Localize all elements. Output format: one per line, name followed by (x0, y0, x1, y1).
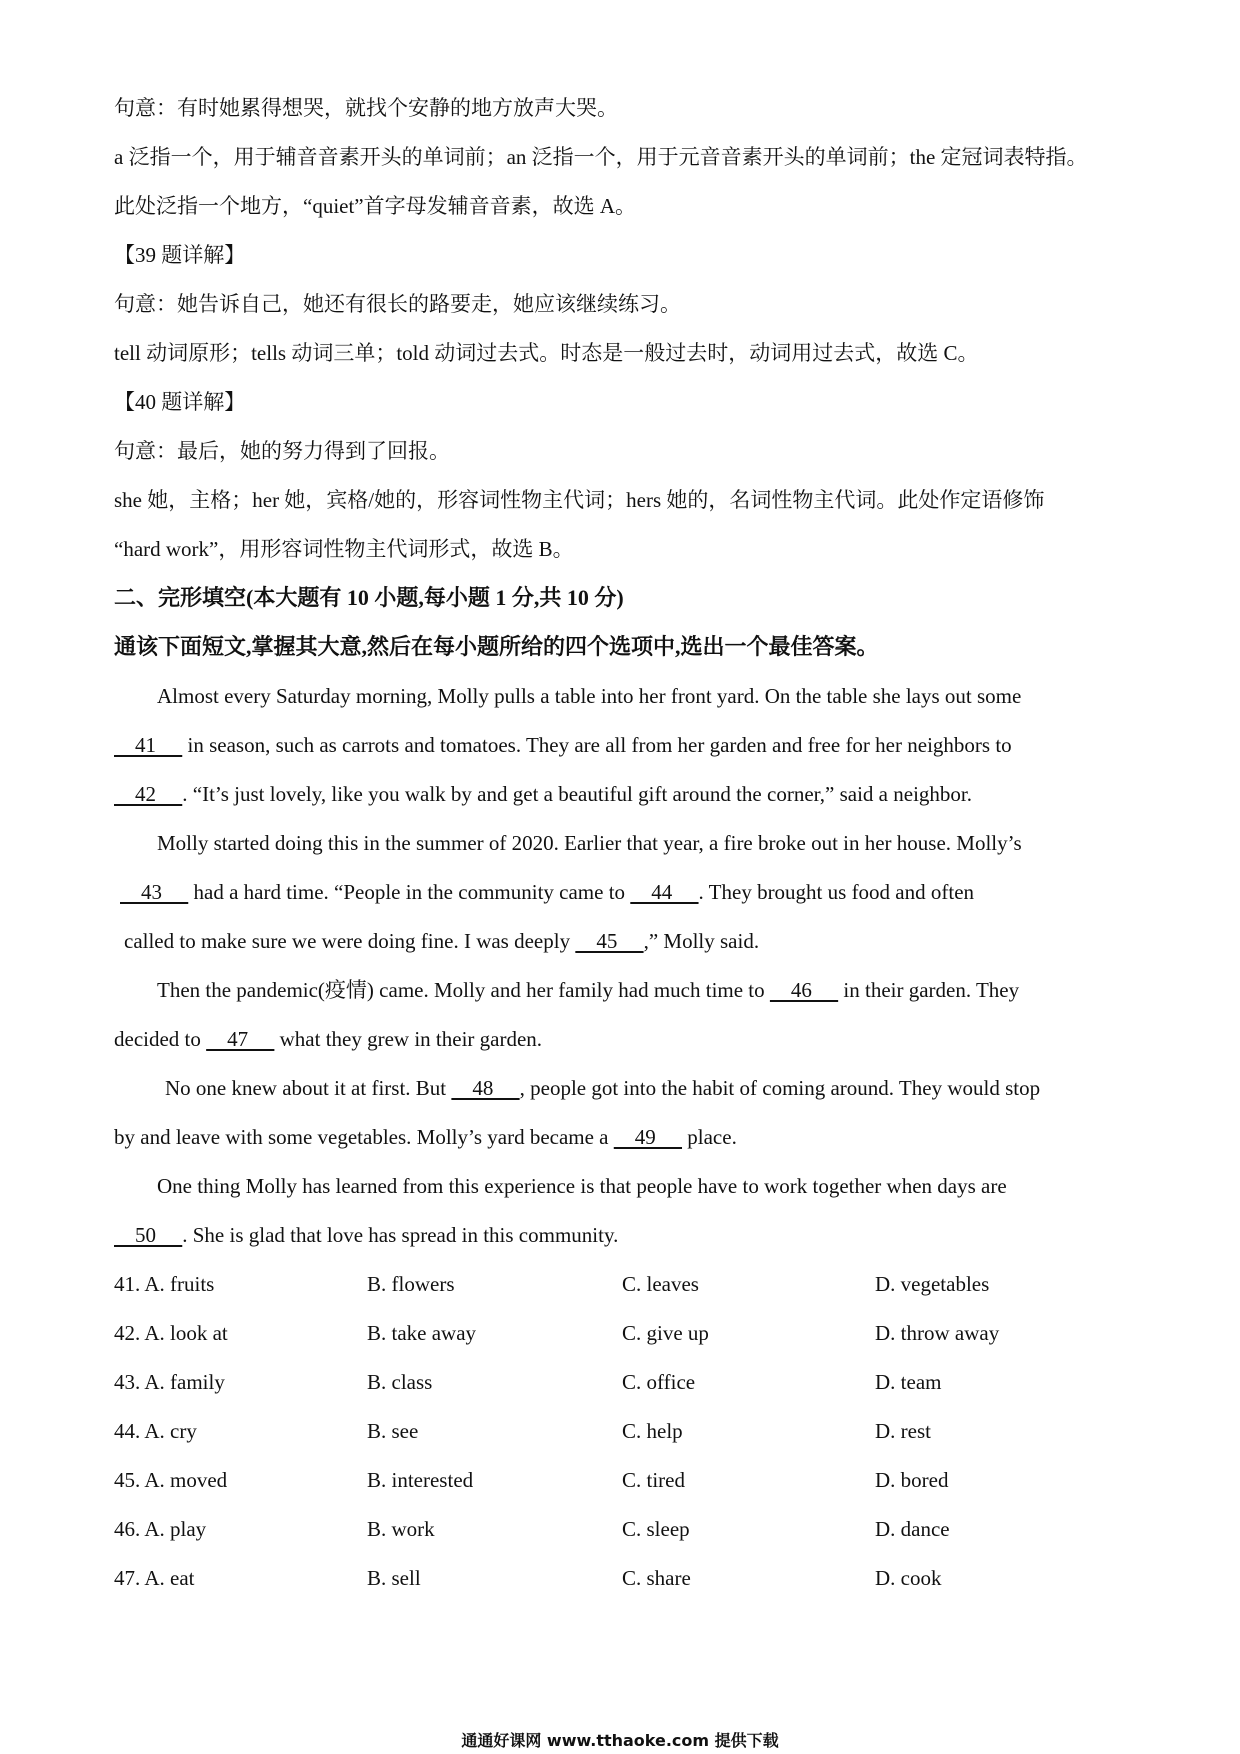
section-title: 二、完形填空(本大题有 10 小题,每小题 1 分,共 10 分) (114, 585, 624, 610)
passage-text: Molly started doing this in the summer of 2020. Earlier that year, a fire broke out in her house. Molly’s (157, 831, 1022, 855)
passage-text: Almost every Saturday morning, Molly pulls a table into her front yard. On the table she lays out some (157, 684, 1022, 708)
passage-line (157, 682, 1021, 710)
passage-text: place. (682, 1125, 737, 1149)
passage-line (114, 1123, 737, 1151)
explanation-line: a 泛指一个，用于辅音音素开头的单词前；an 泛指一个，用于元音音素开头的单词前；the 定冠词表特指。 (114, 145, 1088, 169)
passage-text: what they grew in their garden. (274, 1027, 543, 1051)
option-c: C. leaves (622, 1272, 699, 1296)
option-d: D. cook (875, 1566, 942, 1590)
blank-49: 49 (613, 1125, 683, 1149)
option-a: 42. A. look at (114, 1321, 228, 1345)
option-d: D. team (875, 1370, 942, 1394)
blank-44: 44 (630, 880, 699, 904)
passage-text: in season, such as carrots and tomatoes. They are all from her garden and free for her neighbors to (182, 733, 1012, 757)
option-d: D. bored (875, 1468, 949, 1492)
explanation-line: “hard work”，用形容词性物主代词形式，故选 B。 (114, 537, 574, 561)
passage-text: had a hard time. “People in the community came to (188, 880, 631, 904)
question-39-heading: 【39 题详解】 (114, 243, 246, 267)
page-footer: 通通好课网 www.tthaoke.com 提供下载 (461, 1731, 779, 1750)
blank-47: 47 (206, 1027, 275, 1051)
option-b: B. see (367, 1419, 419, 1443)
passage-text: by and leave with some vegetables. Molly’s yard became a (114, 1125, 614, 1149)
option-a: 46. A. play (114, 1517, 207, 1541)
passage-text: . They brought us food and often (698, 880, 975, 904)
passage-text: . She is glad that love has spread in this community. (182, 1223, 619, 1247)
option-b: B. class (367, 1370, 433, 1394)
options-row-41 (114, 1270, 1124, 1298)
blank-48: 48 (451, 1076, 520, 1100)
blank-42: 42 (114, 782, 183, 806)
options-row-43 (114, 1368, 1124, 1396)
passage-line (157, 976, 1019, 1004)
passage-line (165, 1074, 1040, 1102)
passage-text: called to make sure we were doing fine. I was deeply (124, 929, 576, 953)
section-instruction: 通该下面短文,掌握其大意,然后在每小题所给的四个选项中,选出一个最佳答案。 (114, 634, 879, 659)
passage-line (157, 1172, 1007, 1200)
option-c: C. help (622, 1419, 683, 1443)
options-row-45 (114, 1466, 1124, 1494)
passage-line (124, 927, 759, 955)
passage-line (157, 829, 1022, 857)
passage-text: Then the pandemic(疫情) came. Molly and her family had much time to (157, 978, 770, 1002)
option-c: C. give up (622, 1321, 709, 1345)
explanation-line: 句意：有时她累得想哭，就找个安静的地方放声大哭。 (114, 96, 618, 120)
option-b: B. sell (367, 1566, 421, 1590)
explanation-line: she 她，主格；her 她，宾格/她的，形容词性物主代词；hers 她的，名词性物主代词。此处作定语修饰 (114, 488, 1045, 512)
option-b: B. work (367, 1517, 435, 1541)
passage-text: in their garden. They (838, 978, 1020, 1002)
option-b: B. flowers (367, 1272, 455, 1296)
passage-text: . “It’s just lovely, like you walk by and get a beautiful gift around the corner,” said a neighbor. (182, 782, 972, 806)
blank-46: 46 (769, 978, 839, 1002)
blank-43: 43 (120, 880, 189, 904)
explanation-line: 句意：最后，她的努力得到了回报。 (114, 439, 450, 463)
option-a: 44. A. cry (114, 1419, 197, 1443)
explanation-line: tell 动词原形；tells 动词三单；told 动词过去式。时态是一般过去时，动词用过去式，故选 C。 (114, 341, 979, 365)
option-a: 47. A. eat (114, 1566, 195, 1590)
passage-text: One thing Molly has learned from this experience is that people have to work together when days are (157, 1174, 1007, 1198)
passage-text: ,” Molly said. (643, 929, 760, 953)
blank-45: 45 (575, 929, 644, 953)
option-b: B. take away (367, 1321, 477, 1345)
option-a: 43. A. family (114, 1370, 225, 1394)
passage-line (114, 1221, 618, 1249)
options-row-44 (114, 1417, 1124, 1445)
options-row-42 (114, 1319, 1124, 1347)
option-c: C. office (622, 1370, 696, 1394)
option-d: D. throw away (875, 1321, 1000, 1345)
passage-text: decided to (114, 1027, 207, 1051)
option-b: B. interested (367, 1468, 474, 1492)
option-c: C. sleep (622, 1517, 690, 1541)
passage-line (114, 731, 1012, 759)
option-c: C. share (622, 1566, 691, 1590)
blank-41: 41 (114, 733, 183, 757)
passage-line (114, 1025, 542, 1053)
passage-text: No one knew about it at first. But (165, 1076, 452, 1100)
option-d: D. dance (875, 1517, 950, 1541)
question-40-heading: 【40 题详解】 (114, 390, 246, 414)
option-d: D. vegetables (875, 1272, 990, 1296)
option-d: D. rest (875, 1419, 931, 1443)
passage-line (120, 878, 974, 906)
option-a: 41. A. fruits (114, 1272, 215, 1296)
options-row-46 (114, 1515, 1124, 1543)
explanation-line: 句意：她告诉自己，她还有很长的路要走，她应该继续练习。 (114, 292, 681, 316)
explanation-line: 此处泛指一个地方，“quiet”首字母发辅音音素，故选 A。 (114, 194, 637, 218)
passage-text: , people got into the habit of coming around. They would stop (519, 1076, 1041, 1100)
options-row-47 (114, 1564, 1124, 1592)
option-a: 45. A. moved (114, 1468, 228, 1492)
passage-line (114, 780, 972, 808)
option-c: C. tired (622, 1468, 685, 1492)
blank-50: 50 (114, 1223, 183, 1247)
